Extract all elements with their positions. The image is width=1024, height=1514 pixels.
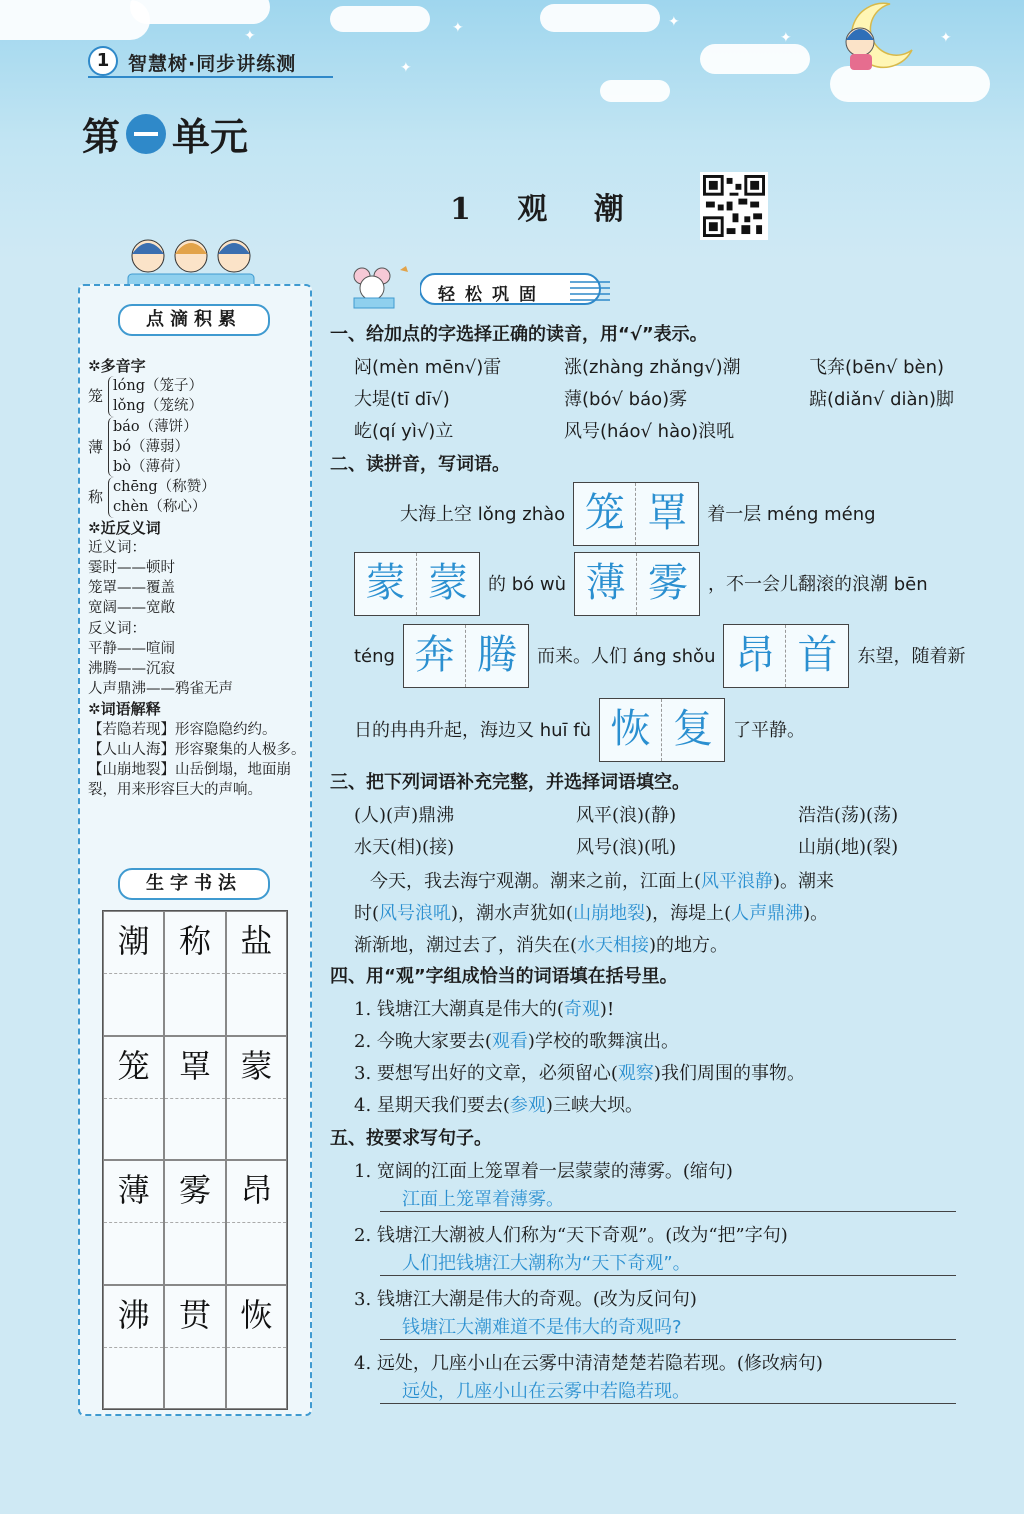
star-icon: ✦ — [244, 28, 256, 44]
grid-cell — [164, 911, 225, 1036]
unit-suffix: 单元 — [172, 115, 249, 159]
q3-text: )。 — [803, 903, 829, 924]
q5-answer: 江面上笼罩着薄雾。 — [402, 1189, 564, 1210]
cloud-decoration — [130, 0, 270, 24]
q2-line-2 — [354, 552, 928, 616]
mouse-mascot-icon — [340, 262, 420, 312]
q1-item[interactable]: 屹(qí yì√)立 — [354, 421, 454, 442]
practice-char: 昂 — [240, 1171, 273, 1209]
banner-label: 轻松巩固 — [438, 285, 546, 305]
q3-text: 渐渐地，潮过去了，消失在( — [354, 935, 578, 956]
answer-char: 雾 — [648, 560, 689, 606]
grid-cell — [164, 1036, 225, 1161]
antonym-item: 人声鼎沸——鸦雀无声 — [88, 681, 233, 698]
q4-title: 四、用“观”字组成恰当的词语填在括号里。 — [330, 966, 678, 987]
answer-char: 罩 — [647, 490, 688, 536]
idiom-item: 【山崩地裂】山岳倒塌，地面崩裂，用来形容巨大的声响。 — [88, 762, 291, 799]
grid-cell — [226, 1160, 287, 1285]
synonym-item: 宽阔——宽敞 — [88, 600, 175, 617]
q2-title: 二、读拼音，写词语。 — [330, 454, 510, 475]
q4-text: )三峡大坝。 — [545, 1095, 643, 1116]
left-study-panel — [78, 284, 312, 1416]
answer-box[interactable] — [574, 552, 700, 616]
synonym-label: 近义词： — [88, 539, 146, 556]
grid-cell — [103, 1160, 164, 1285]
q3-item[interactable]: (人)(声)鼎沸 — [354, 805, 455, 826]
answer-char: 奔 — [404, 625, 466, 687]
cloud-decoration — [0, 0, 150, 40]
answer-char: 笼 — [574, 483, 636, 545]
synonym-item: 霎时——顿时 — [88, 560, 175, 577]
q2-text: 大海上空 lǒng zhào — [400, 503, 566, 525]
q1-item[interactable]: 大堤(tī dī√) — [354, 389, 450, 410]
q5-question: 1. 宽阔的江面上笼罩着一层蒙蒙的薄雾。(缩句) — [354, 1161, 733, 1182]
exercise-banner — [340, 262, 610, 312]
lesson-title: 1 观 潮 — [450, 192, 642, 227]
q4-item — [354, 1090, 643, 1121]
answer-box[interactable] — [723, 624, 849, 688]
q3-item[interactable]: 风号(浪)(吼) — [576, 837, 677, 858]
star-icon: ✦ — [400, 60, 412, 76]
polyphone-reading: lóng（笼子） — [113, 378, 203, 395]
practice-char: 潮 — [117, 922, 150, 960]
q3-text: )，海堤上( — [645, 903, 732, 924]
q3-answer[interactable]: 山崩地裂 — [573, 903, 646, 924]
q2-line-3 — [354, 624, 965, 688]
q3-paragraph-line — [370, 866, 834, 897]
cloud-decoration — [330, 6, 430, 32]
q2-text: 日的冉冉升起，海边又 huī fù — [354, 719, 592, 741]
q4-text: 1. 钱塘江大潮真是伟大的( — [354, 999, 564, 1020]
unit-prefix: 第 — [82, 115, 121, 159]
grid-cell — [226, 911, 287, 1036]
qr-code-icon[interactable] — [700, 172, 768, 240]
cloud-decoration — [540, 4, 660, 32]
q4-text: )我们周围的事物。 — [653, 1063, 805, 1084]
practice-char: 罩 — [178, 1046, 211, 1085]
grid-cell — [226, 1036, 287, 1161]
polyphone-reading: chēng（称赞） — [113, 479, 216, 496]
q2-line-4 — [354, 698, 805, 762]
grid-cell — [103, 911, 164, 1036]
idiom-item: 【人山人海】形容聚集的人极多。 — [88, 741, 306, 758]
idiom-item: 【若隐若现】形容隐隐约约。 — [88, 721, 277, 738]
q5-answer-line[interactable] — [380, 1184, 956, 1212]
answer-char: 恢 — [600, 699, 662, 761]
q3-answer[interactable]: 风号浪吼 — [379, 903, 452, 924]
star-icon: ✦ — [452, 20, 464, 36]
q3-answer[interactable]: 风平浪静 — [701, 871, 774, 892]
q4-text: )学校的歌舞演出。 — [527, 1031, 679, 1052]
antonym-item: 沸腾——沉寂 — [88, 661, 175, 678]
grid-cell — [164, 1285, 225, 1410]
q4-answer[interactable]: 参观 — [509, 1095, 546, 1116]
answer-char: 蒙 — [428, 560, 468, 606]
q3-item[interactable]: 水天(相)(接) — [354, 837, 455, 858]
synonym-heading: ✲近反义词 — [88, 518, 161, 537]
polyphone-char: 笼 — [88, 387, 104, 406]
q4-text: )! — [599, 999, 615, 1020]
polyphone-reading: bó（薄弱） — [113, 438, 190, 455]
q3-text: 今天，我去海宁观潮。潮来之前，江面上( — [370, 871, 702, 892]
calligraphy-grid — [102, 910, 288, 1410]
practice-char: 恢 — [240, 1295, 273, 1334]
answer-char: 昂 — [724, 625, 786, 687]
q3-paragraph-line — [354, 898, 828, 929]
star-icon: ✦ — [780, 30, 792, 46]
q4-text: 2. 今晚大家要去( — [354, 1031, 492, 1052]
answer-char: 复 — [673, 706, 714, 752]
q3-item[interactable]: 山崩(地)(裂) — [798, 837, 899, 858]
polyphone-item — [88, 477, 308, 517]
moon-mascot-icon — [820, 0, 920, 80]
q4-answer[interactable]: 观察 — [617, 1063, 654, 1084]
q5-question: 3. 钱塘江大潮是伟大的奇观。(改为反问句) — [354, 1289, 697, 1310]
polyphone-reading: báo（薄饼） — [113, 418, 198, 435]
q3-text: )的地方。 — [649, 935, 729, 956]
q5-question: 4. 远处，几座小山在云雾中清清楚楚若隐若现。(修改病句) — [354, 1353, 823, 1374]
section-title-calligraphy: 生字书法 — [118, 868, 270, 900]
polyphone-reading: chèn（称心） — [113, 499, 207, 516]
practice-char: 盐 — [240, 922, 273, 960]
series-header — [88, 46, 333, 78]
q2-text: 了平静。 — [733, 719, 806, 741]
q1-item[interactable]: 薄(bó√ báo)雾 — [564, 389, 688, 410]
q2-text: ，不一会儿翻滚的浪潮 bēn — [708, 573, 928, 595]
q5-answer: 远处，几座小山在云雾中若隐若现。 — [402, 1381, 690, 1402]
q2-text: 的 bó wù — [488, 573, 567, 595]
accumulation-content — [88, 356, 308, 800]
q4-text: 3. 要想写出好的文章，必须留心( — [354, 1063, 618, 1084]
grid-cell — [226, 1285, 287, 1410]
q5-answer: 钱塘江大潮难道不是伟大的奇观吗? — [402, 1317, 682, 1338]
practice-char: 称 — [178, 922, 211, 960]
kids-illustration-icon — [126, 232, 256, 292]
q3-text: 时( — [354, 903, 380, 924]
grid-cell — [164, 1160, 225, 1285]
answer-char: 腾 — [476, 632, 517, 678]
q5-answer-line[interactable] — [380, 1376, 956, 1404]
polyphone-reading: bò（薄荷） — [113, 459, 190, 476]
practice-char: 蒙 — [240, 1046, 273, 1085]
q4-item — [354, 994, 614, 1025]
grid-cell — [103, 1285, 164, 1410]
q3-text: )。潮来 — [773, 871, 835, 892]
q1-item[interactable]: 踮(diǎn√ diàn)脚 — [809, 389, 954, 410]
q5-answer-line[interactable] — [380, 1312, 956, 1340]
q5-answer: 人们把钱塘江大潮称为“天下奇观”。 — [402, 1253, 691, 1274]
q1-item[interactable]: 涨(zhàng zhǎng√)潮 — [564, 357, 741, 378]
practice-char: 沸 — [117, 1295, 150, 1334]
q1-item[interactable]: 风号(háo√ hào)浪吼 — [564, 421, 735, 442]
q4-text: 4. 星期天我们要去( — [354, 1095, 510, 1116]
unit-title — [82, 106, 248, 161]
q2-text: téng — [354, 645, 395, 667]
answer-box[interactable] — [403, 624, 529, 688]
q5-question: 2. 钱塘江大潮被人们称为“天下奇观”。(改为“把”字句) — [354, 1225, 788, 1246]
q4-answer[interactable]: 奇观 — [563, 999, 600, 1020]
q3-answer[interactable]: 人声鼎沸 — [731, 903, 804, 924]
series-title: 智慧树·同步讲练测 — [128, 53, 297, 75]
q2-text: 而来。人们 áng shǒu — [536, 645, 716, 667]
q4-item — [354, 1026, 679, 1057]
banner-label-wrap — [426, 276, 606, 306]
q3-item[interactable]: 浩浩(荡)(荡) — [798, 805, 899, 826]
answer-char: 薄 — [575, 553, 637, 615]
polyphone-char: 称 — [88, 488, 104, 507]
practice-char: 笼 — [117, 1046, 150, 1085]
polyphone-char: 薄 — [88, 437, 104, 456]
q3-item[interactable]: 风平(浪)(静) — [576, 805, 677, 826]
star-icon: ✦ — [668, 14, 680, 30]
q1-item[interactable]: 飞奔(bēn√ bèn) — [809, 357, 945, 378]
q3-text: )，潮水声犹如( — [451, 903, 574, 924]
answer-char: 蒙 — [355, 553, 417, 615]
cloud-decoration — [700, 44, 810, 74]
answer-box[interactable] — [599, 698, 725, 762]
polyphone-heading: ✲多音字 — [88, 357, 146, 375]
unit-number-one-icon — [126, 114, 166, 154]
antonym-label: 反义词： — [88, 620, 146, 637]
cloud-decoration — [600, 80, 670, 102]
q2-text: 东望，随着新 — [857, 645, 966, 667]
practice-char: 雾 — [178, 1171, 211, 1209]
q3-answer[interactable]: 水天相接 — [577, 935, 650, 956]
polyphone-item — [88, 417, 308, 478]
q5-answer-line[interactable] — [380, 1248, 956, 1276]
antonym-item: 平静——喧闹 — [88, 640, 175, 657]
page-number: 1 — [88, 46, 118, 76]
q5-title: 五、按要求写句子。 — [330, 1128, 492, 1149]
q2-text: 着一层 méng méng — [707, 503, 876, 525]
q4-item — [354, 1058, 805, 1089]
q1-title: 一、给加点的字选择正确的读音，用“√”表示。 — [330, 324, 708, 345]
answer-char: 首 — [797, 632, 838, 678]
synonym-item: 笼罩——覆盖 — [88, 580, 175, 597]
q3-title: 三、把下列词语补充完整，并选择词语填空。 — [330, 772, 690, 793]
q2-line-1 — [400, 482, 876, 546]
idiom-heading: ✲词语解释 — [88, 700, 161, 719]
answer-box[interactable] — [573, 482, 699, 546]
grid-cell — [103, 1036, 164, 1161]
answer-box[interactable] — [354, 552, 480, 616]
polyphone-reading: lǒng（笼统） — [113, 398, 203, 415]
star-icon: ✦ — [940, 30, 952, 46]
practice-char: 薄 — [117, 1171, 150, 1209]
q4-answer[interactable]: 观看 — [491, 1031, 528, 1052]
practice-char: 贯 — [178, 1295, 211, 1334]
section-title-accumulation: 点滴积累 — [118, 304, 270, 336]
polyphone-item — [88, 376, 308, 416]
q3-paragraph-line — [354, 930, 728, 961]
q1-item[interactable]: 闷(mèn mēn√)雷 — [354, 357, 502, 378]
